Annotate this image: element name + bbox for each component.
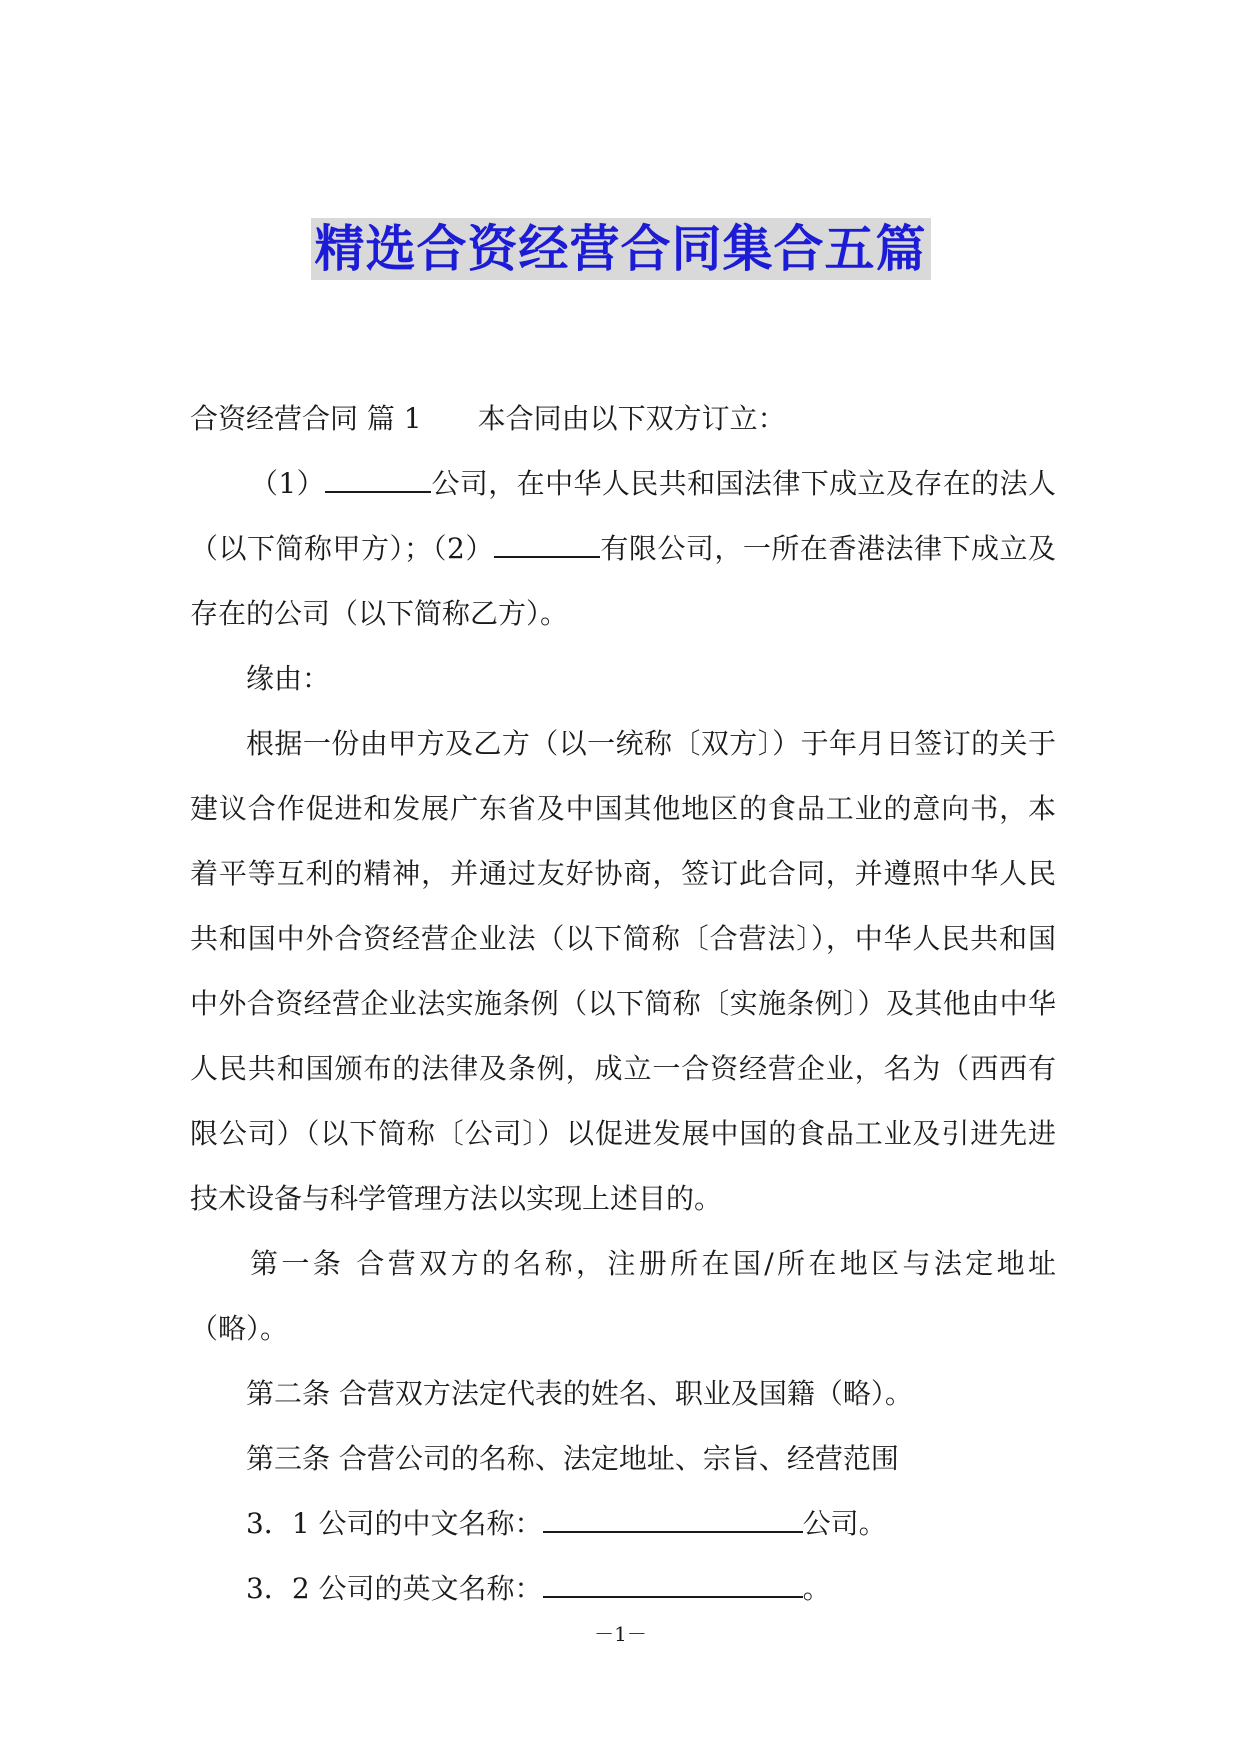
title-container xyxy=(0,218,1241,280)
item-3-2-number: 3．2 xyxy=(246,1572,310,1605)
item-3-1-label: 公司的中文名称： xyxy=(318,1507,543,1540)
article-1: 第一条 合营双方的名称，注册所在国/所在地区与法定地址（略）。 xyxy=(190,1247,1056,1345)
party1-name-blank xyxy=(325,467,431,493)
article-3: 第三条 合营公司的名称、法定地址、宗旨、经营范围 xyxy=(246,1442,899,1475)
page-number: －1－ xyxy=(594,1622,647,1646)
item-3-1 xyxy=(190,1491,1056,1556)
reason-label: 缘由： xyxy=(246,662,331,695)
chinese-name-blank xyxy=(543,1507,803,1533)
party2-text: 有限公司，一所在香港法律下成立及存在的公司（以下简称乙方）。 xyxy=(190,532,1056,630)
item-3-2-label: 公司的英文名称： xyxy=(318,1572,543,1605)
party1-text: 公司，在中华人民共和国法律下成立及存在的法人（以下简称甲方）；（2） xyxy=(190,467,1056,565)
heading-line xyxy=(190,386,1056,451)
reason-paragraph: 根据一份由甲方及乙方（以一统称〔双方〕）于年月日签订的关于建议合作促进和发展广东省及中国其他地区的食品工业的意向书，本着平等互利的精神，并通过友好协商，签订此合同，并遵照中华人民共和国中外合资经营企业法（以下简称〔合营法〕），中华人民共和国中外合资经营企业法实施条例（以下简称〔实施条例〕）及其他由中华人民共和国颁布的法律及条例，成立一合资经营企业，名为（西西有限公司）（以下简称〔公司〕）以促进发展中国的食品工业及引进先进技术设备与科学管理方法以实现上述目的。 xyxy=(190,727,1056,1215)
document-title: 精选合资经营合同集合五篇 xyxy=(311,218,931,280)
english-name-blank xyxy=(543,1572,803,1598)
heading-line-text: 本合同由以下双方订立： xyxy=(477,402,786,435)
party2-name-blank xyxy=(494,532,600,558)
item-3-2-tail: 。 xyxy=(802,1572,831,1605)
document-body xyxy=(190,386,1056,1621)
parties-paragraph xyxy=(190,451,1056,646)
item-3-1-tail: 公司。 xyxy=(802,1507,887,1540)
party1-prefix: （1） xyxy=(250,467,326,500)
item-3-2 xyxy=(190,1556,1056,1621)
item-3-1-number: 3．1 xyxy=(246,1507,310,1540)
section-label: 合资经营合同 篇 1 xyxy=(190,402,422,435)
article-2: 第二条 合营双方法定代表的姓名、职业及国籍（略）。 xyxy=(246,1377,913,1410)
